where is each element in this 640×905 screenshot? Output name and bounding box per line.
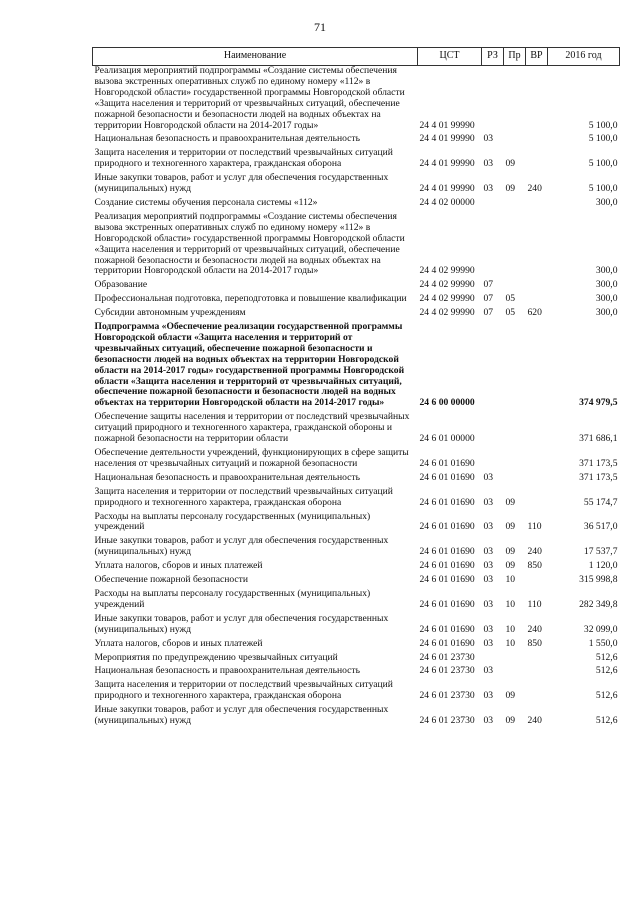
row-vr: 620 — [527, 307, 542, 319]
row-cst: 24 6 01 23730 — [419, 690, 475, 702]
row-cst: 24 6 01 01690 — [419, 623, 475, 635]
row-sum: 1 120,0 — [588, 560, 618, 572]
row-rz: 03 — [483, 496, 494, 508]
row-sum: 371 173,5 — [579, 457, 618, 469]
row-name: Уплата налогов, сборов и иных платежей — [94, 560, 263, 572]
row-vr: 240 — [527, 715, 542, 727]
page-number: 71 — [314, 20, 326, 34]
row-rz — [482, 66, 504, 135]
row-vr: 110 — [527, 598, 542, 610]
row-vr — [526, 280, 548, 294]
row-pr: 09 — [505, 183, 516, 195]
row-name: Обеспечение защиты населения и территории от последствий чрезвычайных ситуаций природного и техногенного характера, гражданской обороны и пожарной безопасности на территории области — [94, 411, 410, 445]
row-name: Реализация мероприятий подпрограммы «Создание системы обеспечения вызова экстренных оперативных служб по единому номеру «112» в Новгородской области» государственной программы Новгородской области «Защита населения и территорий от чрезвычайных ситуаций, обеспечение пожарной безопасности и безопасности людей на водных объектах на территории Новгородской области на 2014-2017 годы» — [94, 65, 405, 131]
row-vr — [526, 412, 548, 448]
row-pr — [504, 322, 526, 412]
row-sum: 371 173,5 — [579, 471, 618, 483]
row-rz: 03 — [483, 715, 494, 727]
row-cst: 24 6 01 01690 — [419, 637, 475, 649]
table-row — [93, 666, 620, 680]
table-row — [93, 473, 620, 487]
row-pr: 10 — [505, 637, 516, 649]
row-name: Мероприятия по предупреждению чрезвычайных ситуаций — [94, 651, 338, 663]
row-cst: 24 6 01 00000 — [419, 433, 475, 445]
table-row — [93, 639, 620, 653]
row-name: Реализация мероприятий подпрограммы «Создание системы обеспечения вызова экстренных оперативных служб по единому номеру «112» в Новгородской области» государственной программы Новгородской области «Защита населения и территорий от чрезвычайных ситуаций, обеспечение пожарной безопасности и безопасности людей на водных объектах на территории Новгородской области на 2014-2017 годы» — [94, 210, 405, 277]
table-row — [93, 448, 620, 473]
row-cst: 24 6 01 01690 — [419, 546, 475, 558]
row-vr: 240 — [527, 183, 542, 195]
row-cst: 24 4 01 99990 — [419, 158, 475, 170]
row-vr — [526, 473, 548, 487]
row-sum: 371 686,1 — [579, 433, 618, 445]
header-vr: ВР — [526, 48, 548, 66]
row-pr — [504, 66, 526, 135]
row-pr: 10 — [505, 574, 516, 586]
row-vr: 240 — [527, 623, 542, 635]
row-vr — [526, 653, 548, 667]
row-pr — [504, 198, 526, 212]
header-rz: РЗ — [482, 48, 504, 66]
row-sum: 5 100,0 — [588, 119, 618, 131]
row-rz: 03 — [483, 598, 494, 610]
row-cst: 24 6 01 01690 — [419, 471, 475, 483]
budget-table — [92, 47, 620, 730]
row-sum: 512,6 — [595, 715, 618, 727]
row-sum: 512,6 — [595, 690, 618, 702]
row-sum: 512,6 — [595, 651, 618, 663]
row-sum: 282 349,8 — [579, 598, 618, 610]
row-pr: 09 — [505, 560, 516, 572]
row-vr — [526, 134, 548, 148]
row-pr: 09 — [505, 496, 516, 508]
row-pr: 05 — [505, 293, 516, 305]
row-sum: 374 979,5 — [579, 397, 618, 409]
table-row — [93, 66, 620, 135]
row-cst: 24 4 01 99990 — [419, 183, 475, 195]
row-rz: 03 — [483, 574, 494, 586]
row-name: Защита населения и территории от последствий чрезвычайных ситуаций природного и техногенного характера, гражданская оборона — [94, 679, 393, 702]
row-vr — [526, 198, 548, 212]
row-vr: 110 — [527, 521, 542, 533]
row-cst: 24 6 01 23730 — [419, 651, 475, 663]
row-sum: 32 099,0 — [583, 623, 618, 635]
row-vr — [526, 148, 548, 173]
row-cst: 24 6 00 00000 — [419, 397, 475, 409]
table-row — [93, 198, 620, 212]
row-rz: 03 — [483, 133, 494, 145]
row-name: Иные закупки товаров, работ и услуг для обеспечения государственных (муниципальных) нужд — [94, 704, 389, 727]
row-pr: 05 — [505, 307, 516, 319]
row-cst: 24 4 01 99990 — [419, 119, 475, 131]
table-row — [93, 308, 620, 322]
row-rz: 03 — [483, 690, 494, 702]
row-pr — [504, 412, 526, 448]
row-vr — [526, 212, 548, 280]
header-year: 2016 год — [548, 48, 620, 66]
row-rz: 03 — [483, 521, 494, 533]
row-cst: 24 4 01 99990 — [419, 133, 475, 145]
row-cst: 24 4 02 00000 — [419, 196, 475, 208]
row-sum: 315 998,8 — [579, 574, 618, 586]
row-vr — [526, 487, 548, 512]
row-cst: 24 6 01 23730 — [419, 665, 475, 677]
row-pr — [504, 473, 526, 487]
row-cst: 24 6 01 01690 — [419, 457, 475, 469]
row-rz: 03 — [483, 471, 494, 483]
row-name: Иные закупки товаров, работ и услуг для обеспечения государственных (муниципальных) нужд — [94, 612, 389, 635]
row-rz: 03 — [483, 665, 494, 677]
row-rz — [482, 412, 504, 448]
table-row — [93, 294, 620, 308]
row-name: Расходы на выплаты персоналу государственных (муниципальных) учреждений — [94, 587, 371, 610]
row-name: Расходы на выплаты персоналу государственных (муниципальных) учреждений — [94, 510, 371, 533]
row-rz: 03 — [483, 623, 494, 635]
row-cst: 24 6 01 01690 — [419, 574, 475, 586]
row-sum: 512,6 — [595, 665, 618, 677]
row-rz — [482, 322, 504, 412]
table-row — [93, 148, 620, 173]
table-row — [93, 589, 620, 614]
row-pr — [504, 212, 526, 280]
table-row — [93, 561, 620, 575]
row-sum: 36 517,0 — [583, 521, 618, 533]
table-row — [93, 614, 620, 639]
row-vr — [526, 680, 548, 705]
row-pr — [504, 280, 526, 294]
row-name: Иные закупки товаров, работ и услуг для обеспечения государственных (муниципальных) нужд — [94, 172, 389, 195]
row-pr — [504, 653, 526, 667]
row-sum: 5 100,0 — [588, 183, 618, 195]
table-body — [93, 66, 620, 730]
row-rz: 03 — [483, 183, 494, 195]
table-row — [93, 575, 620, 589]
row-vr: 240 — [527, 546, 542, 558]
table-row — [93, 536, 620, 561]
row-pr: 09 — [505, 521, 516, 533]
row-name: Уплата налогов, сборов и иных платежей — [94, 637, 263, 649]
row-sum: 300,0 — [595, 279, 618, 291]
row-sum: 55 174,7 — [583, 496, 618, 508]
row-name: Национальная безопасность и правоохранительная деятельность — [94, 471, 360, 483]
row-sum: 300,0 — [595, 307, 618, 319]
row-rz: 03 — [483, 560, 494, 572]
row-sum: 300,0 — [595, 196, 618, 208]
row-rz: 03 — [483, 637, 494, 649]
row-sum: 17 537,7 — [583, 546, 618, 558]
table-row — [93, 512, 620, 537]
row-name: Обеспечение деятельности учреждений, функционирующих в сфере защиты населения от чрезвычайных ситуаций и пожарной безопасности — [94, 447, 409, 469]
row-sum: 1 550,0 — [588, 637, 618, 649]
row-vr — [526, 66, 548, 135]
row-rz — [482, 212, 504, 280]
row-rz: 03 — [483, 546, 494, 558]
row-cst: 24 6 01 01690 — [419, 560, 475, 572]
table-row — [93, 680, 620, 705]
row-sum: 5 100,0 — [588, 158, 618, 170]
table-row — [93, 212, 620, 280]
row-vr — [526, 322, 548, 412]
row-name: Профессиональная подготовка, переподготовка и повышение квалификации — [94, 293, 407, 305]
row-name: Национальная безопасность и правоохранительная деятельность — [94, 665, 360, 677]
row-vr — [526, 575, 548, 589]
row-cst: 24 4 02 99990 — [419, 265, 475, 277]
row-name: Обеспечение пожарной безопасности — [94, 574, 249, 586]
header-name: Наименование — [93, 48, 418, 66]
row-name: Защита населения и территории от последствий чрезвычайных ситуаций природного и техногенного характера, гражданская оборона — [94, 485, 393, 508]
row-pr: 09 — [505, 715, 516, 727]
row-name: Образование — [94, 279, 148, 291]
row-cst: 24 6 01 01690 — [419, 496, 475, 508]
row-cst: 24 4 02 99990 — [419, 293, 475, 305]
row-rz: 07 — [483, 307, 494, 319]
row-name: Защита населения и территории от последствий чрезвычайных ситуаций природного и техногенного характера, гражданская оборона — [94, 147, 393, 170]
table-row — [93, 173, 620, 198]
row-vr — [526, 294, 548, 308]
row-sum: 300,0 — [595, 265, 618, 277]
row-rz: 03 — [483, 158, 494, 170]
row-sum: 300,0 — [595, 293, 618, 305]
row-sum: 5 100,0 — [588, 133, 618, 145]
row-rz: 07 — [483, 279, 494, 291]
table-header — [93, 48, 620, 66]
row-vr: 850 — [527, 637, 542, 649]
row-pr — [504, 134, 526, 148]
row-name: Субсидии автономным учреждениям — [94, 307, 246, 319]
row-pr: 10 — [505, 623, 516, 635]
row-rz — [482, 198, 504, 212]
table-row — [93, 280, 620, 294]
row-cst: 24 4 02 99990 — [419, 307, 475, 319]
row-pr — [504, 666, 526, 680]
table-row — [93, 705, 620, 730]
row-vr — [526, 666, 548, 680]
row-name: Национальная безопасность и правоохранительная деятельность — [94, 133, 360, 145]
header-cst: ЦСТ — [418, 48, 482, 66]
row-name: Создание системы обучения персонала системы «112» — [94, 196, 318, 208]
table-row — [93, 322, 620, 412]
row-cst: 24 4 02 99990 — [419, 279, 475, 291]
row-pr: 09 — [505, 546, 516, 558]
table-row — [93, 653, 620, 667]
row-name: Подпрограмма «Обеспечение реализации государственной программы Новгородской области «Защита населения и территорий от чрезвычайных ситуаций, обеспечение пожарной безопасности и безопасности людей на водных объектах на территории Новгородской области на 2014-2017 годы» государственной программы Новгородской области «Защита населения и территорий от чрезвычайных ситуаций, обеспечение пожарной безопасности и безопасности людей на водных объектах на территории Новгородской области на 2014-2017 годы» — [94, 321, 405, 409]
row-pr — [504, 448, 526, 473]
row-cst: 24 6 01 01690 — [419, 521, 475, 533]
row-name: Иные закупки товаров, работ и услуг для обеспечения государственных (муниципальных) нужд — [94, 535, 389, 558]
row-pr: 09 — [505, 158, 516, 170]
row-vr: 850 — [527, 560, 542, 572]
row-rz: 07 — [483, 293, 494, 305]
row-cst: 24 6 01 23730 — [419, 715, 475, 727]
row-pr: 09 — [505, 690, 516, 702]
table-row — [93, 487, 620, 512]
header-pr: Пр — [504, 48, 526, 66]
table-row — [93, 412, 620, 448]
table-row — [93, 134, 620, 148]
row-vr — [526, 448, 548, 473]
row-rz — [482, 448, 504, 473]
row-rz — [482, 653, 504, 667]
row-pr: 10 — [505, 598, 516, 610]
row-cst: 24 6 01 01690 — [419, 598, 475, 610]
